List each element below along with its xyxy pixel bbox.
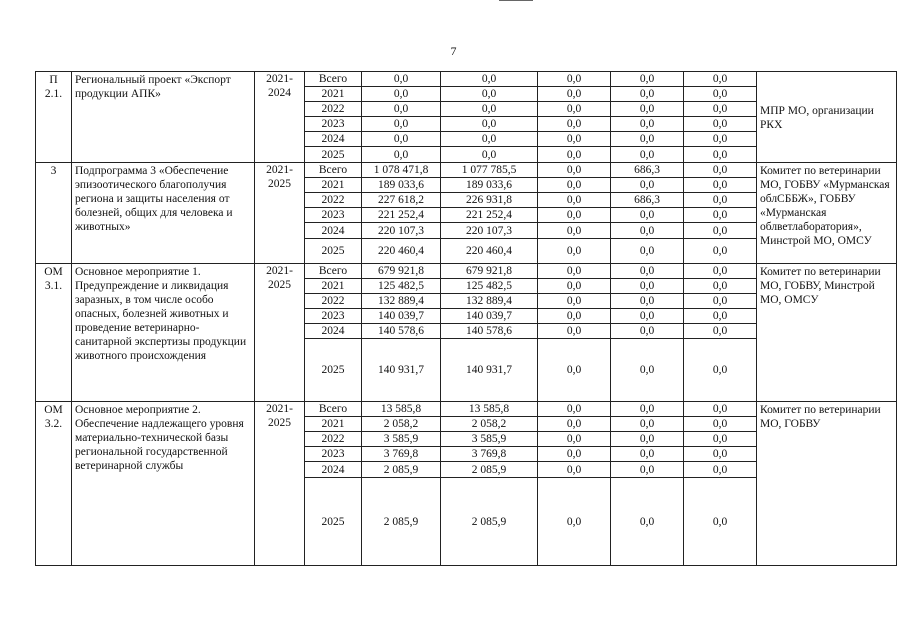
value-total: 220 107,3	[362, 223, 441, 239]
value-col3: 0,0	[538, 223, 611, 239]
row-year: 2024	[305, 324, 362, 339]
value-col3: 0,0	[538, 102, 611, 117]
row-year: 2023	[305, 208, 362, 223]
value-col4: 0,0	[611, 208, 684, 223]
value-col5: 0,0	[684, 447, 757, 462]
value-col5: 0,0	[684, 132, 757, 147]
row-year: 2025	[305, 339, 362, 402]
value-total: 13 585,8	[362, 402, 441, 417]
value-total: 1 078 471,8	[362, 163, 441, 178]
value-col5: 0,0	[684, 309, 757, 324]
row-year: Всего	[305, 264, 362, 279]
row-executors: Комитет по ветеринарии МО, ГОБВУ	[757, 402, 897, 566]
value-col5: 0,0	[684, 117, 757, 132]
funding-table	[35, 71, 897, 566]
value-col2: 140 578,6	[441, 324, 538, 339]
value-total: 140 931,7	[362, 339, 441, 402]
value-col5: 0,0	[684, 193, 757, 208]
funding-table-body	[36, 72, 897, 566]
row-year: 2021	[305, 87, 362, 102]
row-year: 2024	[305, 223, 362, 239]
table-row	[36, 72, 897, 87]
row-year: 2025	[305, 147, 362, 163]
row-code: 3	[36, 163, 72, 264]
value-col2: 189 033,6	[441, 178, 538, 193]
value-col2: 0,0	[441, 117, 538, 132]
row-name: Основное мероприятие 2. Обеспечение надлежащего уровня материально-технической базы региональной государственной ветеринарной службы	[72, 402, 255, 566]
row-year: 2025	[305, 239, 362, 264]
row-period: 2021- 2025	[255, 264, 305, 402]
value-total: 140 039,7	[362, 309, 441, 324]
row-year: 2024	[305, 462, 362, 478]
value-total: 140 578,6	[362, 324, 441, 339]
value-col4: 0,0	[611, 147, 684, 163]
row-year: 2022	[305, 102, 362, 117]
value-col4: 686,3	[611, 163, 684, 178]
row-year: Всего	[305, 163, 362, 178]
value-col3: 0,0	[538, 339, 611, 402]
row-name: Подпрограмма 3 «Обеспечение эпизоотического благополучия региона и защиты населения от болезней, общих для человека и животных»	[72, 163, 255, 264]
row-code: П 2.1.	[36, 72, 72, 163]
value-col4: 0,0	[611, 462, 684, 478]
row-year: Всего	[305, 402, 362, 417]
value-col3: 0,0	[538, 178, 611, 193]
value-col4: 0,0	[611, 432, 684, 447]
value-col3: 0,0	[538, 309, 611, 324]
row-code: ОМ 3.1.	[36, 264, 72, 402]
top-edge-mark	[499, 0, 533, 1]
row-year: 2023	[305, 447, 362, 462]
value-col2: 221 252,4	[441, 208, 538, 223]
value-col5: 0,0	[684, 432, 757, 447]
value-col5: 0,0	[684, 147, 757, 163]
value-col4: 686,3	[611, 193, 684, 208]
value-col2: 0,0	[441, 87, 538, 102]
value-total: 2 058,2	[362, 417, 441, 432]
value-total: 227 618,2	[362, 193, 441, 208]
value-col5: 0,0	[684, 223, 757, 239]
value-col3: 0,0	[538, 193, 611, 208]
value-col2: 0,0	[441, 147, 538, 163]
value-total: 3 769,8	[362, 447, 441, 462]
value-col3: 0,0	[538, 163, 611, 178]
value-col2: 0,0	[441, 102, 538, 117]
value-col3: 0,0	[538, 432, 611, 447]
row-period: 2021- 2024	[255, 72, 305, 163]
value-col4: 0,0	[611, 417, 684, 432]
value-col4: 0,0	[611, 102, 684, 117]
value-col2: 3 585,9	[441, 432, 538, 447]
value-total: 2 085,9	[362, 478, 441, 566]
value-col3: 0,0	[538, 117, 611, 132]
value-col3: 0,0	[538, 462, 611, 478]
value-col5: 0,0	[684, 402, 757, 417]
value-col4: 0,0	[611, 402, 684, 417]
value-total: 3 585,9	[362, 432, 441, 447]
value-total: 0,0	[362, 117, 441, 132]
value-col3: 0,0	[538, 208, 611, 223]
row-period: 2021- 2025	[255, 163, 305, 264]
value-col3: 0,0	[538, 324, 611, 339]
value-total: 0,0	[362, 72, 441, 87]
row-executors: Комитет по ветеринарии МО, ГОБВУ, Минстрой МО, ОМСУ	[757, 264, 897, 402]
value-col5: 0,0	[684, 294, 757, 309]
row-year: 2022	[305, 432, 362, 447]
row-year: 2021	[305, 279, 362, 294]
value-col2: 226 931,8	[441, 193, 538, 208]
row-year: 2022	[305, 294, 362, 309]
row-year: 2021	[305, 417, 362, 432]
value-col2: 0,0	[441, 132, 538, 147]
value-col5: 0,0	[684, 208, 757, 223]
table-row	[36, 163, 897, 178]
value-col2: 220 460,4	[441, 239, 538, 264]
row-period: 2021- 2025	[255, 402, 305, 566]
value-total: 0,0	[362, 132, 441, 147]
value-col5: 0,0	[684, 417, 757, 432]
value-col3: 0,0	[538, 72, 611, 87]
value-col4: 0,0	[611, 478, 684, 566]
value-col2: 13 585,8	[441, 402, 538, 417]
value-total: 189 033,6	[362, 178, 441, 193]
value-total: 132 889,4	[362, 294, 441, 309]
value-col2: 0,0	[441, 72, 538, 87]
value-col3: 0,0	[538, 447, 611, 462]
value-col2: 140 931,7	[441, 339, 538, 402]
value-col3: 0,0	[538, 417, 611, 432]
value-col5: 0,0	[684, 102, 757, 117]
value-col4: 0,0	[611, 324, 684, 339]
value-col5: 0,0	[684, 324, 757, 339]
value-col3: 0,0	[538, 132, 611, 147]
value-col2: 2 085,9	[441, 478, 538, 566]
value-col4: 0,0	[611, 447, 684, 462]
value-col5: 0,0	[684, 239, 757, 264]
value-col5: 0,0	[684, 87, 757, 102]
value-col5: 0,0	[684, 72, 757, 87]
value-col3: 0,0	[538, 402, 611, 417]
value-col2: 3 769,8	[441, 447, 538, 462]
value-col5: 0,0	[684, 163, 757, 178]
value-col4: 0,0	[611, 178, 684, 193]
value-col3: 0,0	[538, 147, 611, 163]
value-col3: 0,0	[538, 87, 611, 102]
table-row	[36, 264, 897, 279]
row-year: Всего	[305, 72, 362, 87]
value-col4: 0,0	[611, 264, 684, 279]
value-col4: 0,0	[611, 72, 684, 87]
row-code: ОМ 3.2.	[36, 402, 72, 566]
value-col4: 0,0	[611, 223, 684, 239]
row-executors: МПР МО, организации РКХ	[757, 72, 897, 163]
value-col5: 0,0	[684, 462, 757, 478]
value-col3: 0,0	[538, 279, 611, 294]
table-row	[36, 402, 897, 417]
row-year: 2022	[305, 193, 362, 208]
value-col2: 132 889,4	[441, 294, 538, 309]
value-col2: 140 039,7	[441, 309, 538, 324]
row-year: 2024	[305, 132, 362, 147]
row-executors: Комитет по ветеринарии МО, ГОБВУ «Мурманская облСББЖ», ГОБВУ «Мурманская облветлаборатория», Минстрой МО, ОМСУ	[757, 163, 897, 264]
row-name: Региональный проект «Экспорт продукции АПК»	[72, 72, 255, 163]
value-total: 125 482,5	[362, 279, 441, 294]
value-col2: 1 077 785,5	[441, 163, 538, 178]
value-col5: 0,0	[684, 339, 757, 402]
value-col5: 0,0	[684, 178, 757, 193]
row-name: Основное мероприятие 1. Предупреждение и ликвидация заразных, в том числе особо опасных, болезней животных и проведение ветеринарно-санитарной экспертизы продукции животного происхождения	[72, 264, 255, 402]
value-total: 220 460,4	[362, 239, 441, 264]
value-col2: 125 482,5	[441, 279, 538, 294]
row-year: 2023	[305, 309, 362, 324]
value-col4: 0,0	[611, 117, 684, 132]
value-col3: 0,0	[538, 478, 611, 566]
value-col4: 0,0	[611, 87, 684, 102]
value-col3: 0,0	[538, 294, 611, 309]
value-total: 0,0	[362, 102, 441, 117]
value-col4: 0,0	[611, 309, 684, 324]
value-total: 0,0	[362, 147, 441, 163]
value-col4: 0,0	[611, 339, 684, 402]
value-col2: 220 107,3	[441, 223, 538, 239]
value-col4: 0,0	[611, 279, 684, 294]
value-col4: 0,0	[611, 239, 684, 264]
value-col2: 2 085,9	[441, 462, 538, 478]
value-col4: 0,0	[611, 294, 684, 309]
value-col2: 2 058,2	[441, 417, 538, 432]
value-total: 679 921,8	[362, 264, 441, 279]
value-col4: 0,0	[611, 132, 684, 147]
row-year: 2025	[305, 478, 362, 566]
value-col5: 0,0	[684, 264, 757, 279]
page-number: 7	[450, 44, 457, 58]
value-col3: 0,0	[538, 264, 611, 279]
value-total: 2 085,9	[362, 462, 441, 478]
value-col5: 0,0	[684, 279, 757, 294]
value-total: 221 252,4	[362, 208, 441, 223]
value-col5: 0,0	[684, 478, 757, 566]
row-year: 2021	[305, 178, 362, 193]
value-col3: 0,0	[538, 239, 611, 264]
value-col2: 679 921,8	[441, 264, 538, 279]
value-total: 0,0	[362, 87, 441, 102]
row-year: 2023	[305, 117, 362, 132]
